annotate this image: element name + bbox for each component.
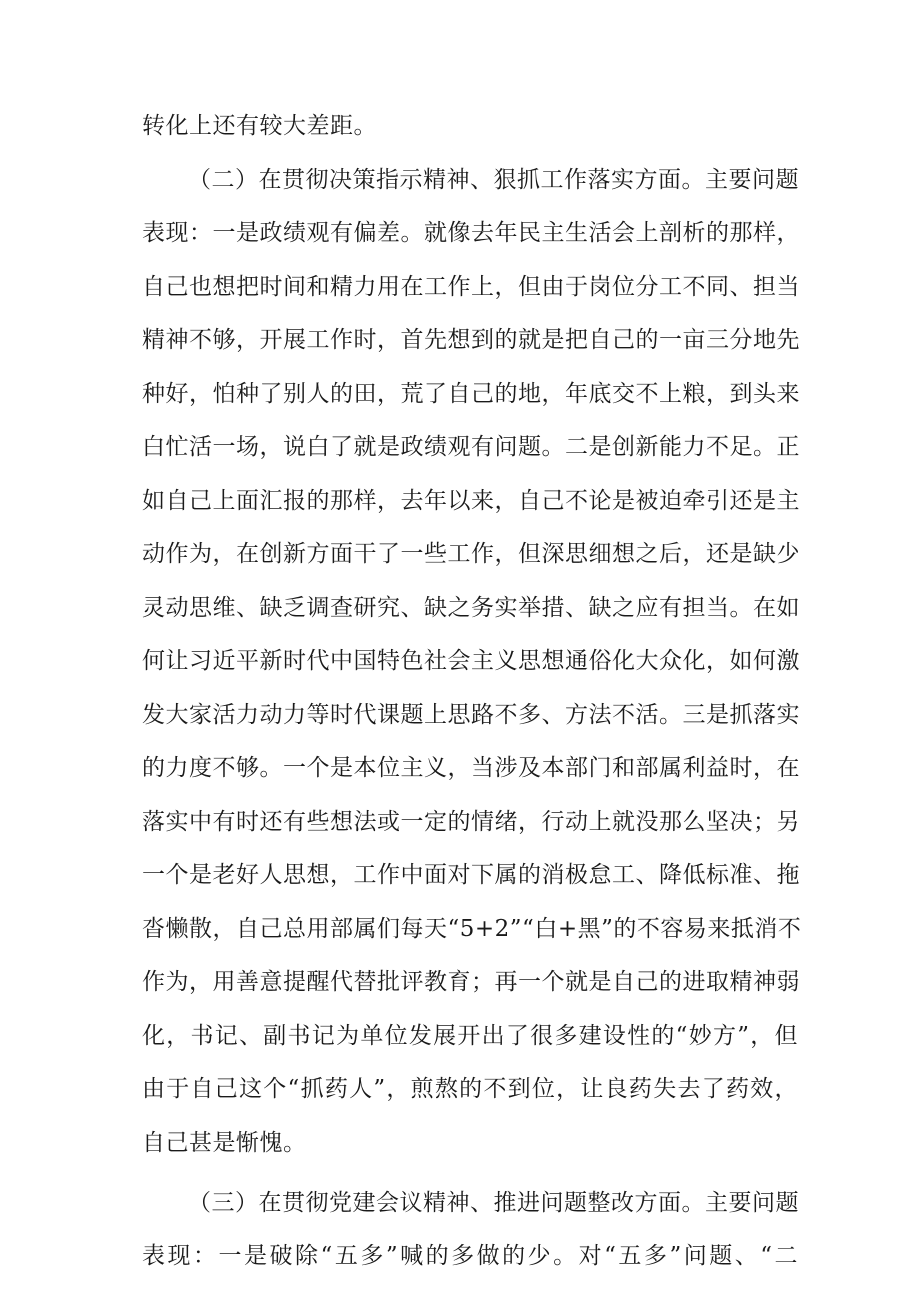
text-line: 何让习近平新时代中国特色社会主义思想通俗化大众化，如何激 [142, 648, 800, 674]
text-line: 落实中有时还有些想法或一定的情绪，行动上就没那么坚决；另 [142, 809, 800, 835]
text-line: 作为，用善意提醒代替批评教育；再一个就是自己的进取精神弱 [142, 969, 800, 995]
text-line: 表现：一是破除“五多”喊的多做的少。对“五多”问题、“二 [142, 1243, 798, 1269]
text-line: 自己也想把时间和精力用在工作上，但由于岗位分工不同、担当 [142, 274, 800, 300]
text-line: 灵动思维、缺乏调查研究、缺之务实举措、缺之应有担当。在如 [142, 595, 800, 621]
text-line: 种好，怕种了别人的田，荒了自己的地，年底交不上粮，到头来 [142, 381, 800, 407]
text-line: 精神不够，开展工作时，首先想到的就是把自己的一亩三分地先 [142, 327, 800, 353]
text-line: 由于自己这个“抓药人”，煎熬的不到位，让良药失去了药效， [142, 1076, 798, 1102]
text-line: 的力度不够。一个是本位主义，当涉及本部门和部属利益时，在 [142, 755, 800, 781]
text-line: 如自己上面汇报的那样，去年以来，自己不论是被迫牵引还是主 [142, 488, 800, 514]
text-line: 自己甚是惭愧。 [142, 1130, 307, 1156]
section-heading-line: （二）在贯彻决策指示精神、狠抓工作落实方面。主要问题 [188, 167, 799, 193]
text-line: 白忙活一场，说白了就是政绩观有问题。二是创新能力不足。正 [142, 434, 800, 460]
text-line: 沓懒散，自己总用部属们每天“5+2”“白+黑”的不容易来抵消不 [142, 916, 802, 942]
text-line: 动作为，在创新方面干了一些工作，但深思细想之后，还是缺少 [142, 541, 800, 567]
text-line: 表现：一是政绩观有偏差。就像去年民主生活会上剖析的那样， [142, 220, 800, 246]
text-line: 化，书记、副书记为单位发展开出了很多建设性的“妙方”，但 [142, 1023, 798, 1049]
text-line: 一个是老好人思想，工作中面对下属的消极怠工、降低标准、拖 [142, 862, 800, 888]
section-heading-line: （三）在贯彻党建会议精神、推进问题整改方面。主要问题 [188, 1190, 799, 1216]
text-line: 发大家活力动力等时代课题上思路不多、方法不活。三是抓落实 [142, 702, 800, 728]
text-line: 转化上还有较大差距。 [142, 113, 377, 139]
